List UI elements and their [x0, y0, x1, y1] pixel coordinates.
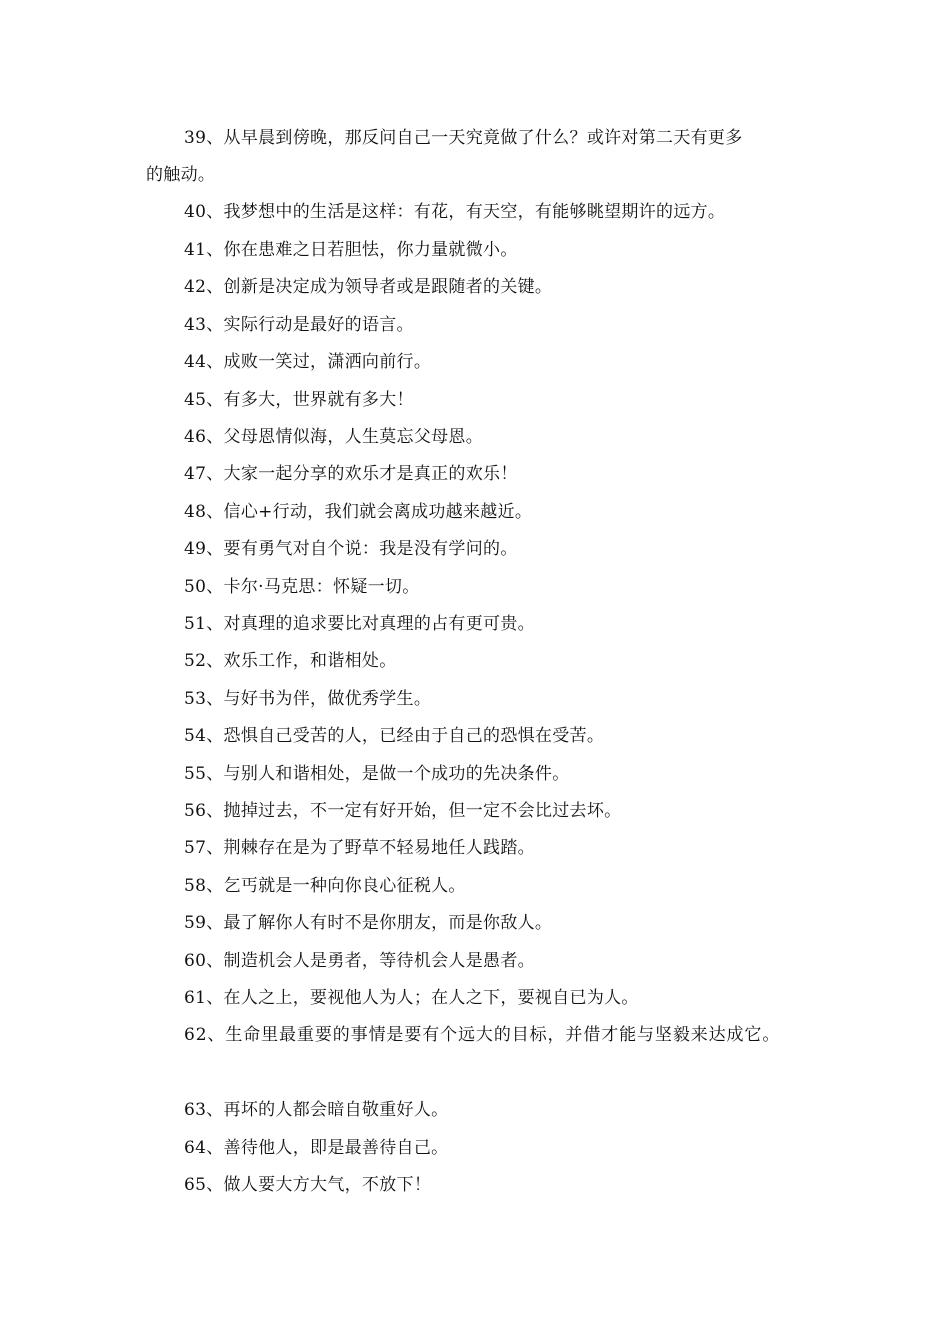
- quote-44: 44、成败一笑过，潇洒向前行。: [184, 352, 432, 372]
- quote-54: 54、恐惧自己受苦的人，已经由于自己的恐惧在受苦。: [184, 726, 605, 746]
- quote-59: 59、最了解你人有时不是你朋友，而是你敌人。: [184, 913, 553, 933]
- quote-53: 53、与好书为伴，做优秀学生。: [184, 689, 432, 709]
- quote-60: 60、制造机会人是勇者，等待机会人是愚者。: [184, 951, 535, 971]
- quote-45: 45、有多大，世界就有多大！: [184, 390, 414, 410]
- quote-61: 61、在人之上，要视他人为人；在人之下，要视自已为人。: [184, 988, 639, 1008]
- quote-52: 52、欢乐工作，和谐相处。: [184, 651, 397, 671]
- quote-39-continuation: 的触动。: [146, 165, 216, 185]
- quote-39: 39、从早晨到傍晚，那反问自己一天究竟做了什么？或许对第二天有更多: [184, 128, 743, 148]
- quote-57: 57、荆棘存在是为了野草不轻易地任人践踏。: [184, 838, 535, 858]
- quote-48: 48、信心+行动，我们就会离成功越来越近。: [184, 502, 533, 522]
- quote-63: 63、再坏的人都会暗自敬重好人。: [184, 1100, 449, 1120]
- quote-50: 50、卡尔·马克思：怀疑一切。: [184, 577, 420, 597]
- quote-58: 58、乞丐就是一种向你良心征税人。: [184, 876, 466, 896]
- quote-64: 64、善待他人，即是最善待自己。: [184, 1138, 449, 1158]
- quote-51: 51、对真理的追求要比对真理的占有更可贵。: [184, 614, 535, 634]
- quote-49: 49、要有勇气对自个说：我是没有学问的。: [184, 539, 518, 559]
- quote-62: 62、生命里最重要的事情是要有个远大的目标，并借才能与坚毅来达成它。: [184, 1025, 781, 1045]
- quote-47: 47、大家一起分享的欢乐才是真正的欢乐！: [184, 464, 518, 484]
- quote-46: 46、父母恩情似海，人生莫忘父母恩。: [184, 427, 484, 447]
- quote-42: 42、创新是决定成为领导者或是跟随者的关键。: [184, 277, 553, 297]
- quote-55: 55、与别人和谐相处，是做一个成功的先决条件。: [184, 764, 570, 784]
- quote-41: 41、你在患难之日若胆怯，你力量就微小。: [184, 240, 518, 260]
- quote-56: 56、抛掉过去，不一定有好开始，但一定不会比过去坏。: [184, 801, 622, 821]
- quote-40: 40、我梦想中的生活是这样：有花，有天空，有能够眺望期许的远方。: [184, 202, 726, 222]
- quote-43: 43、实际行动是最好的语言。: [184, 315, 414, 335]
- quote-65: 65、做人要大方大气，不放下！: [184, 1175, 432, 1195]
